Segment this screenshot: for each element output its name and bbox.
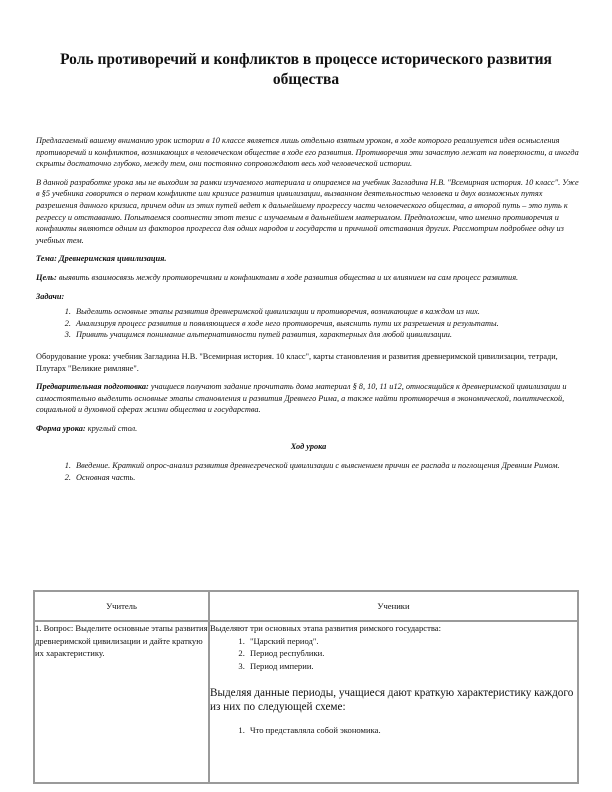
tasks-label: Задачи: xyxy=(36,291,65,301)
document-title: Роль противоречий и конфликтов в процессе исторического развития общества xyxy=(60,51,552,88)
task-item: 2. Анализируя процесс развития и появляющиеся в ходе него противоречия, выяснить пути их разрешения и результаты. xyxy=(73,318,581,330)
table-header-row xyxy=(34,591,578,621)
lesson-table xyxy=(33,590,579,784)
form-value: круглый стол. xyxy=(87,423,138,433)
stage-item: 2. Период республики. xyxy=(247,647,577,660)
prep-line xyxy=(36,381,581,416)
goal-line xyxy=(36,272,581,284)
scheme-item: 1. Что представляла собой экономика. xyxy=(247,724,577,737)
form-label: Форма урока: xyxy=(36,423,86,433)
teacher-cell: 1. Вопрос: Выделите основные этапы развития древнеримской цивилизации и дайте краткую их характеристику. xyxy=(34,621,209,783)
topic-value: Древнеримская цивилизация. xyxy=(58,254,167,264)
goal-label: Цель: xyxy=(36,272,57,282)
task-item: 3. Привить учащимся понимание альтернативности путей развития, характерных для любой цивилизации. xyxy=(73,329,581,341)
task-item: 1. Выделить основные этапы развития древнеримской цивилизации и противоречия, возникающие в каждом из них. xyxy=(73,306,581,318)
goal-value: выявить взаимосвязь между противоречиями и конфликтами в ходе развития общества и их влиянием на сам процесс развития. xyxy=(58,272,519,282)
tasks-list xyxy=(36,306,581,341)
students-intro: Выделяют три основных этапа развития римского государства: xyxy=(210,623,441,633)
students-task: Выделяя данные периоды, учащиеся дают краткую характеристику каждого из них по следующей схеме: xyxy=(210,687,574,713)
topic-label: Тема: xyxy=(36,254,57,264)
stage-item: 1. "Царский период". xyxy=(247,635,577,648)
students-cell xyxy=(209,621,578,783)
prep-value: учащиеся получают задание прочитать дома материал § 8, 10, 11 и12, относящийся к древнеримской цивилизации и самостоятельно выделить основные этапы становления и развития Древнего Рима, а также найти противоречия в экономической, политической, социальной и духовной сферах жизни общества и государства. xyxy=(36,382,567,415)
course-item: 2. Основная часть. xyxy=(73,472,581,484)
course-item: 1. Введение. Краткий опрос-анализ развития древнегреческой цивилизации с выяснением причин ее распада и поглощения Древним Римом. xyxy=(73,460,581,472)
intro-paragraph-1: Предлагаемый вашему вниманию урок истории в 10 классе является лишь отдельно взятым уроком, в ходе которого реализуется идея осмысления противоречий и конфликтов, возникающих в человеческом обществе в ходе его развития. Противоречия эти зачастую лежат на поверхности, а иногда скрыты достаточно глубоко, между тем, они постоянно сопровождают весь ход человеческой истории. xyxy=(36,136,579,169)
scheme-list xyxy=(210,724,577,737)
stages-list xyxy=(210,635,577,673)
table-row xyxy=(34,621,578,783)
course-title: Ход урока xyxy=(290,442,327,452)
prep-label: Предварительная подготовка: xyxy=(36,382,149,392)
header-teacher: Учитель xyxy=(34,591,209,621)
topic-line xyxy=(36,253,581,265)
header-students: Ученики xyxy=(209,591,578,621)
form-line xyxy=(36,423,581,435)
intro-paragraph-2: В данной разработке урока мы не выходим за рамки изучаемого материала и опираемся на учебник Загладина Н.В. "Всемирная история. 10 класс". Уже в §5 учебника говорится о первом конфликте или кризисе развития цивилизации, вызванном деятельностью человека и двух возможных путях разрешения данного кризиса, причем один из этих путей ведет к дальнейшему прогрессу части человеческого общества, а второй путь – это путь к регрессу и отставанию. Попытаемся соотнести этот тезис с изучаемым в дальнейшем материалом. Предположим, что именно противоречия и конфликты являются одним из факторов прогресса для одних народов и государств и причиной отставания других. Рассмотрим подробнее одну из учебных тем. xyxy=(36,177,579,245)
stage-item: 3. Период империи. xyxy=(247,660,577,673)
equipment-line: Оборудование урока: учебник Загладина Н.В. "Всемирная история. 10 класс", карты становления и развития древнеримской цивилизации, тетради, Плутарх "Великие римляне". xyxy=(36,351,558,373)
course-list xyxy=(36,460,581,483)
document-body xyxy=(36,135,581,490)
